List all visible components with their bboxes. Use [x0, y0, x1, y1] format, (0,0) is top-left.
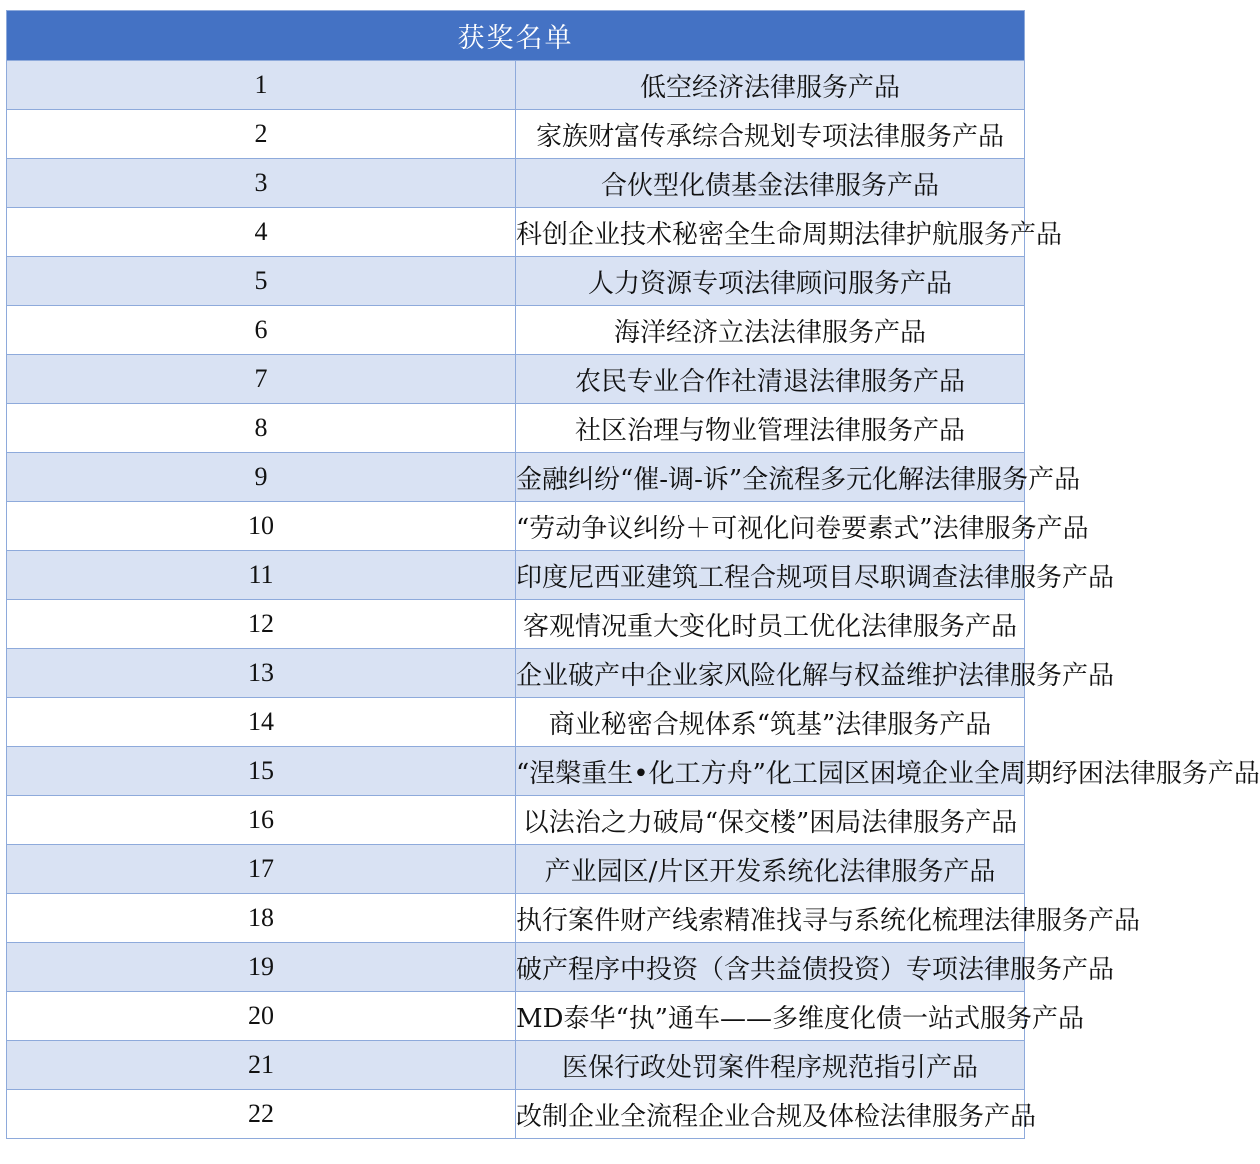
product-name: “涅槃重生•化工方舟”化工园区困境企业全周期纾困法律服务产品	[516, 747, 1025, 796]
table-body	[7, 61, 1260, 1139]
row-number: 1	[7, 61, 516, 110]
row-number: 9	[7, 453, 516, 502]
product-name: MD泰华“执”通车——多维度化债一站式服务产品	[516, 992, 1025, 1041]
product-name: 印度尼西亚建筑工程合规项目尽职调查法律服务产品	[516, 551, 1025, 600]
table-row	[7, 894, 1025, 943]
table-row	[7, 257, 1025, 306]
row-number: 5	[7, 257, 516, 306]
product-name: “劳动争议纠纷＋可视化问卷要素式”法律服务产品	[516, 502, 1025, 551]
row-number: 12	[7, 600, 516, 649]
product-name: 企业破产中企业家风险化解与权益维护法律服务产品	[516, 649, 1025, 698]
row-number: 18	[7, 894, 516, 943]
table-row	[7, 649, 1025, 698]
product-name: 客观情况重大变化时员工优化法律服务产品	[516, 600, 1025, 649]
table-row	[7, 208, 1025, 257]
row-number: 8	[7, 404, 516, 453]
product-name: 破产程序中投资（含共益债投资）专项法律服务产品	[516, 943, 1025, 992]
row-number: 11	[7, 551, 516, 600]
table-row	[7, 306, 1025, 355]
row-number: 3	[7, 159, 516, 208]
product-name: 海洋经济立法法律服务产品	[516, 306, 1025, 355]
row-number: 16	[7, 796, 516, 845]
product-name: 执行案件财产线索精准找寻与系统化梳理法律服务产品	[516, 894, 1025, 943]
product-name: 低空经济法律服务产品	[516, 61, 1025, 110]
table-row	[7, 698, 1025, 747]
table-row	[7, 992, 1025, 1041]
row-number: 7	[7, 355, 516, 404]
row-number: 20	[7, 992, 516, 1041]
table-row	[7, 747, 1025, 796]
table-row	[7, 600, 1025, 649]
row-number: 4	[7, 208, 516, 257]
row-number: 2	[7, 110, 516, 159]
row-number: 17	[7, 845, 516, 894]
row-number: 10	[7, 502, 516, 551]
table-row	[7, 355, 1025, 404]
row-number: 19	[7, 943, 516, 992]
award-list-table	[6, 10, 1260, 1139]
product-name: 家族财富传承综合规划专项法律服务产品	[516, 110, 1025, 159]
product-name: 产业园区/片区开发系统化法律服务产品	[516, 845, 1025, 894]
table-row	[7, 845, 1025, 894]
table-row	[7, 1041, 1025, 1090]
row-number: 13	[7, 649, 516, 698]
product-name: 人力资源专项法律顾问服务产品	[516, 257, 1025, 306]
table-row	[7, 110, 1025, 159]
table-row	[7, 502, 1025, 551]
table-row	[7, 404, 1025, 453]
row-number: 14	[7, 698, 516, 747]
product-name: 以法治之力破局“保交楼”困局法律服务产品	[516, 796, 1025, 845]
table-row	[7, 159, 1025, 208]
table-row	[7, 551, 1025, 600]
product-name: 科创企业技术秘密全生命周期法律护航服务产品	[516, 208, 1025, 257]
table-row	[7, 943, 1025, 992]
product-name: 社区治理与物业管理法律服务产品	[516, 404, 1025, 453]
product-name: 农民专业合作社清退法律服务产品	[516, 355, 1025, 404]
product-name: 合伙型化债基金法律服务产品	[516, 159, 1025, 208]
table-row	[7, 1090, 1025, 1139]
row-number: 6	[7, 306, 516, 355]
table-row	[7, 61, 1025, 110]
table-row	[7, 453, 1025, 502]
product-name: 医保行政处罚案件程序规范指引产品	[516, 1041, 1025, 1090]
table-header-row	[7, 11, 1025, 61]
product-name: 商业秘密合规体系“筑基”法律服务产品	[516, 698, 1025, 747]
product-name: 改制企业全流程企业合规及体检法律服务产品	[516, 1090, 1025, 1139]
row-number: 21	[7, 1041, 516, 1090]
product-name: 金融纠纷“催-调-诉”全流程多元化解法律服务产品	[516, 453, 1025, 502]
table-title: 获奖名单	[7, 11, 1025, 61]
table-row	[7, 796, 1025, 845]
row-number: 22	[7, 1090, 516, 1139]
row-number: 15	[7, 747, 516, 796]
